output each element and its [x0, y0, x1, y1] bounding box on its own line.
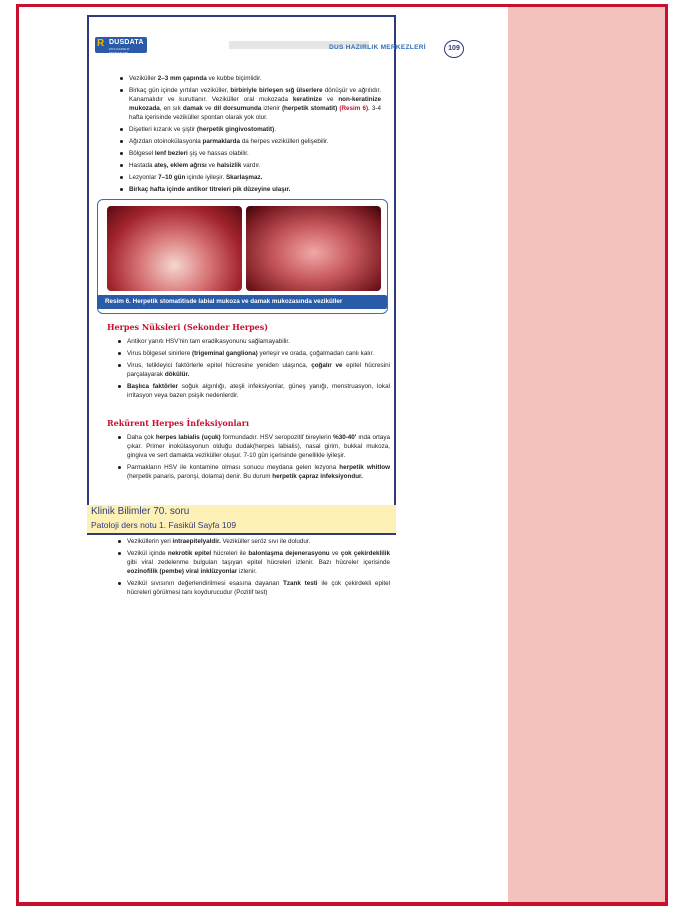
figure-caption: Resim 6. Herpetik stomatitisde labial mukoza ve damak mukozasında veziküller: [97, 295, 387, 309]
note-question: Klinik Bilimler 70. soru: [91, 506, 190, 517]
note-source: Patoloji ders notu 1. Fasikül Sayfa 109: [91, 520, 237, 530]
list-item: Ağızdan otoinokülasyonla parmaklarda da herpes vezikülleri gelişebilir.: [119, 137, 381, 146]
content-top: [119, 74, 381, 197]
list-item: Bölgesel lenf bezleri şiş ve hassas olabilir.: [119, 149, 381, 158]
list-item: Lezyonlar 7–10 gün içinde iyileşir. Skarlaşmaz.: [119, 173, 381, 182]
list-item: Birkaç gün içinde yırtılan veziküller, birbiriyle birleşen sığ ülserlere dönüşür ve ağrılıdır. Kanamalıdır ve kurutlanır. Veziküller oral mukozada keratinize ve non-keratinize mukozada, en sık damak ve dil dorsumunda izlenir (herpetik stomatit) (Resim 6). 3-4 hafta içerisinde veziküller spontan olarak yok olur.: [119, 86, 381, 122]
section-herpes-nuksleri: [117, 337, 390, 403]
list-item: Başlıca faktörler soğuk algınlığı, ateşli infeksiyonlar, güneş yanığı, menstruasyon, lokal irritasyon veya bazen psişik nedenlerdir.: [117, 382, 390, 400]
figure-reference: (Resim 6): [339, 105, 369, 112]
list-item: Veziküllerin yeri intraepitelyaldir. Veziküller seröz sıvı ile doludur.: [117, 537, 390, 546]
list-item: Virus, tetikleyici faktörlerle epitel hücresine yeniden ulaşınca, çoğalır ve epitel hücresini parçalayarak dökülür.: [117, 361, 390, 379]
labial-mucosa-photo: [107, 206, 242, 291]
reference-note: [87, 505, 396, 533]
page-number: 109: [444, 40, 464, 58]
list-item: Parmakların HSV ile kontamine olması sonucu meydana gelen lezyona herpetik whitlow (herpetik panaris, paronşi, dolama) denir. Bu durum herpetik çapraz infeksiyondur.: [117, 463, 390, 481]
list-item: Virus bölgesel sinirlere (trigeminal gangliona) yerleşir ve orada, çoğalmadan canlı kalır.: [117, 349, 390, 358]
list-item: Birkaç hafta içinde antikor titreleri pik düzeyine ulaşır.: [119, 185, 381, 194]
list-item: Daha çok herpes labialis (uçuk) formundadır. HSV seropozitif bireylerin %30-40' ında ortaya çıkar. Primer inokülasyonun olduğu dudak(herpes labialis), nasal girim, bukkal mukoza, gingiva ve sert damakta veziküller oluşur. 7-10 gün içerisinde genellikle iyileşir.: [117, 433, 390, 460]
section-title-herpes-nuksleri: Herpes Nüksleri (Sekonder Herpes): [107, 322, 269, 332]
section-title-rekurent: Rekürent Herpes İnfeksiyonları: [107, 418, 249, 428]
section-histology: [117, 537, 390, 600]
list-item: Antikor yanıtı HSV'nin tam eradikasyonunu sağlamayabilir.: [117, 337, 390, 346]
side-panel: [508, 7, 668, 902]
dusdata-logo: R DUSDATA DUS HAZIRLIK MERKEZLERİ: [95, 37, 147, 53]
header-title: DUS HAZIRLIK MERKEZLERİ: [329, 44, 426, 51]
list-item: Hastada ateş, eklem ağrısı ve halsizlik vardır.: [119, 161, 381, 170]
list-item: Dişetleri kızarık ve şiştir (herpetik gingivostomatit).: [119, 125, 381, 134]
list-item: Vezikül içinde nekrotik epitel hücreleri ile balonlaşma dejenerasyonu ve çok çekirdeklilik gibi viral zedelenme bulguları taşıyan epitel hücreleri izlenir. Bazı hücreler içerisinde eozinofilik (pembe) viral inklüzyonlar izlenir.: [117, 549, 390, 576]
list-item: Vezikül sıvısının değerlendirilmesi esasına dayanan Tzank testi ile çok çekirdekli epitel hücreleri görülmesi tanı koydurucudur (Pozitif test): [117, 579, 390, 597]
palate-mucosa-photo: [246, 206, 381, 291]
section-rekurent: [117, 433, 390, 484]
document-frame: [16, 4, 668, 906]
list-item: Veziküller 2–3 mm çapında ve kubbe biçimlidir.: [119, 74, 381, 83]
bullet-list: [119, 74, 381, 194]
